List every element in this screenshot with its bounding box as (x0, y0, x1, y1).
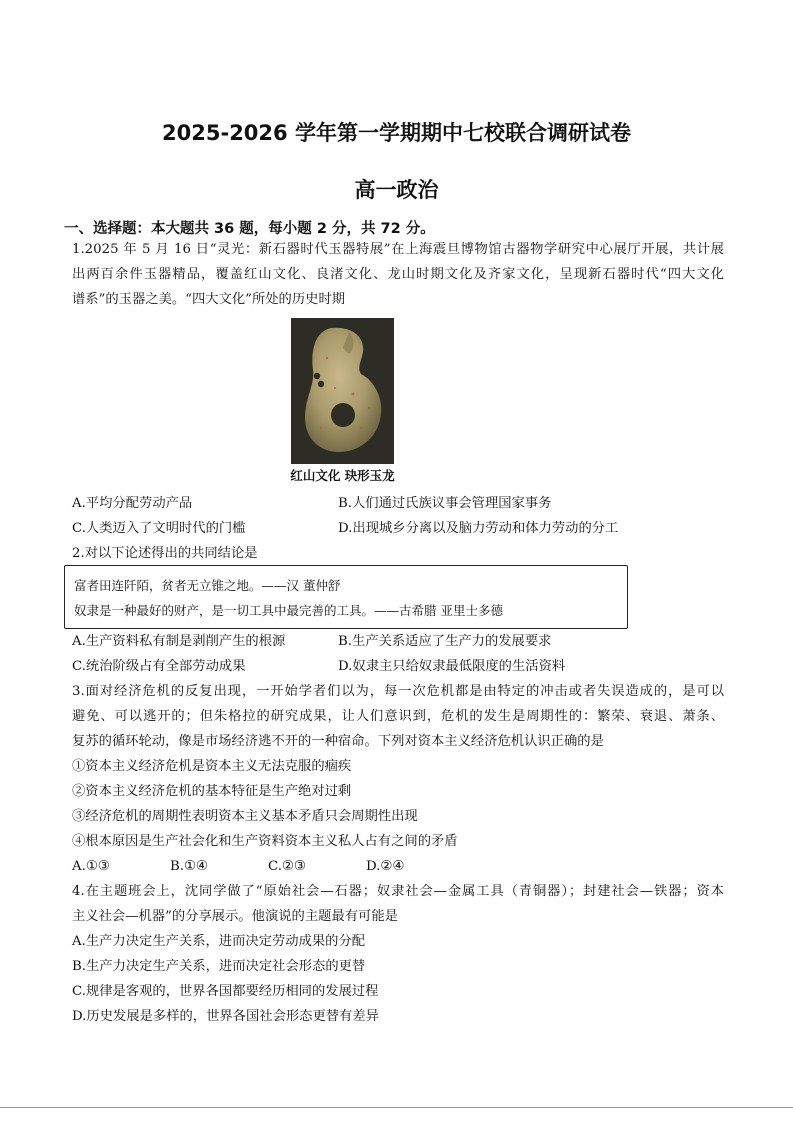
q3-statement-4: ④根本原因是生产社会化和生产资料资本主义私人占有之间的矛盾 (72, 834, 458, 849)
q1-stem-line-2: 出两百余件玉器精品，覆盖红山文化、良渚文化、龙山时期文化及齐家文化，呈现新石器时代“四大文化 (72, 267, 724, 282)
q3-statement-2: ②资本主义经济危机的基本特征是生产绝对过剩 (72, 784, 352, 799)
q2-option-b[interactable]: B.生产关系适应了生产力的发展要求 (338, 634, 552, 649)
q3-statement-1: ①资本主义经济危机是资本主义无法克服的痼疾 (72, 759, 352, 774)
quote-dong-zhongshu: 富者田连阡陌，贫者无立锥之地。——汉 董仲舒 (74, 578, 341, 593)
q1-stem-line-3: 谱系”的玉器之美。“四大文化”所处的历史时期 (72, 292, 346, 307)
q4-option-c[interactable]: C.规律是客观的，世界各国都要经历相同的发展过程 (72, 984, 379, 999)
q3-stem-line-3: 复苏的循环轮动，像是市场经济逃不开的一种宿命。下列对资本主义经济危机认识正确的是 (72, 734, 604, 749)
q2-option-c[interactable]: C.统治阶级占有全部劳动成果 (72, 659, 246, 674)
q2-option-a[interactable]: A.生产资料私有制是剥削产生的根源 (72, 634, 286, 649)
q2-option-d[interactable]: D.奴隶主只给奴隶最低限度的生活资料 (338, 659, 566, 674)
q4-option-a[interactable]: A.生产力决定生产关系，进而决定劳动成果的分配 (72, 934, 366, 949)
q3-stem-line-2: 避免、可以逃开的；但朱格拉的研究成果，让人们意识到，危机的发生是周期性的：繁荣、衰退、萧条、 (72, 709, 724, 724)
q4-option-b[interactable]: B.生产力决定生产关系，进而决定社会形态的更替 (72, 959, 366, 974)
q3-stem-line-1: 3.面对经济危机的反复出现，一开始学者们以为，每一次危机都是由特定的冲击或者失误造成的，是可以 (72, 684, 724, 699)
figure-caption: 红山文化 玦形玉龙 (290, 468, 395, 483)
section-heading: 一、选择题：本大题共 36 题，每小题 2 分，共 72 分。 (64, 221, 435, 237)
q4-stem-line-1: 4.在主题班会上，沈同学做了“原始社会—石器；奴隶社会—金属工具（青铜器）；封建社会—铁器；资本 (72, 884, 724, 899)
q3-option-a[interactable]: A.①③ (72, 859, 110, 874)
quote-box (64, 565, 628, 629)
q3-option-d[interactable]: D.②④ (366, 859, 405, 874)
quote-aristotle: 奴隶是一种最好的财产，是一切工具中最完善的工具。——古希腊 亚里士多德 (74, 603, 503, 618)
q1-option-a[interactable]: A.平均分配劳动产品 (72, 496, 193, 511)
q1-stem-line-1: 1.2025 年 5 月 16 日“灵光：新石器时代玉器特展”在上海震旦博物馆古器物学研究中心展厅开展，共计展 (72, 242, 724, 257)
q3-option-c[interactable]: C.②③ (268, 859, 306, 874)
q1-option-d[interactable]: D.出现城乡分离以及脑力劳动和体力劳动的分工 (338, 521, 619, 536)
q4-option-d[interactable]: D.历史发展是多样的，世界各国社会形态更替有差异 (72, 1009, 379, 1024)
q3-option-b[interactable]: B.①④ (170, 859, 208, 874)
subject-title: 高一政治 (354, 178, 439, 202)
jade-dragon-photo (291, 318, 394, 464)
exam-title: 2025-2026 学年第一学期期中七校联合调研试卷 (162, 121, 631, 145)
q1-option-b[interactable]: B.人们通过氏族议事会管理国家事务 (338, 496, 552, 511)
q4-stem-line-2: 主义社会—机器”的分享展示。他演说的主题最有可能是 (72, 909, 398, 924)
q3-statement-3: ③经济危机的周期性表明资本主义基本矛盾只会周期性出现 (72, 809, 418, 824)
page-bottom-rule (0, 1107, 793, 1108)
q1-option-c[interactable]: C.人类迈入了文明时代的门槛 (72, 521, 246, 536)
q2-stem: 2.对以下论述得出的共同结论是 (72, 546, 258, 561)
